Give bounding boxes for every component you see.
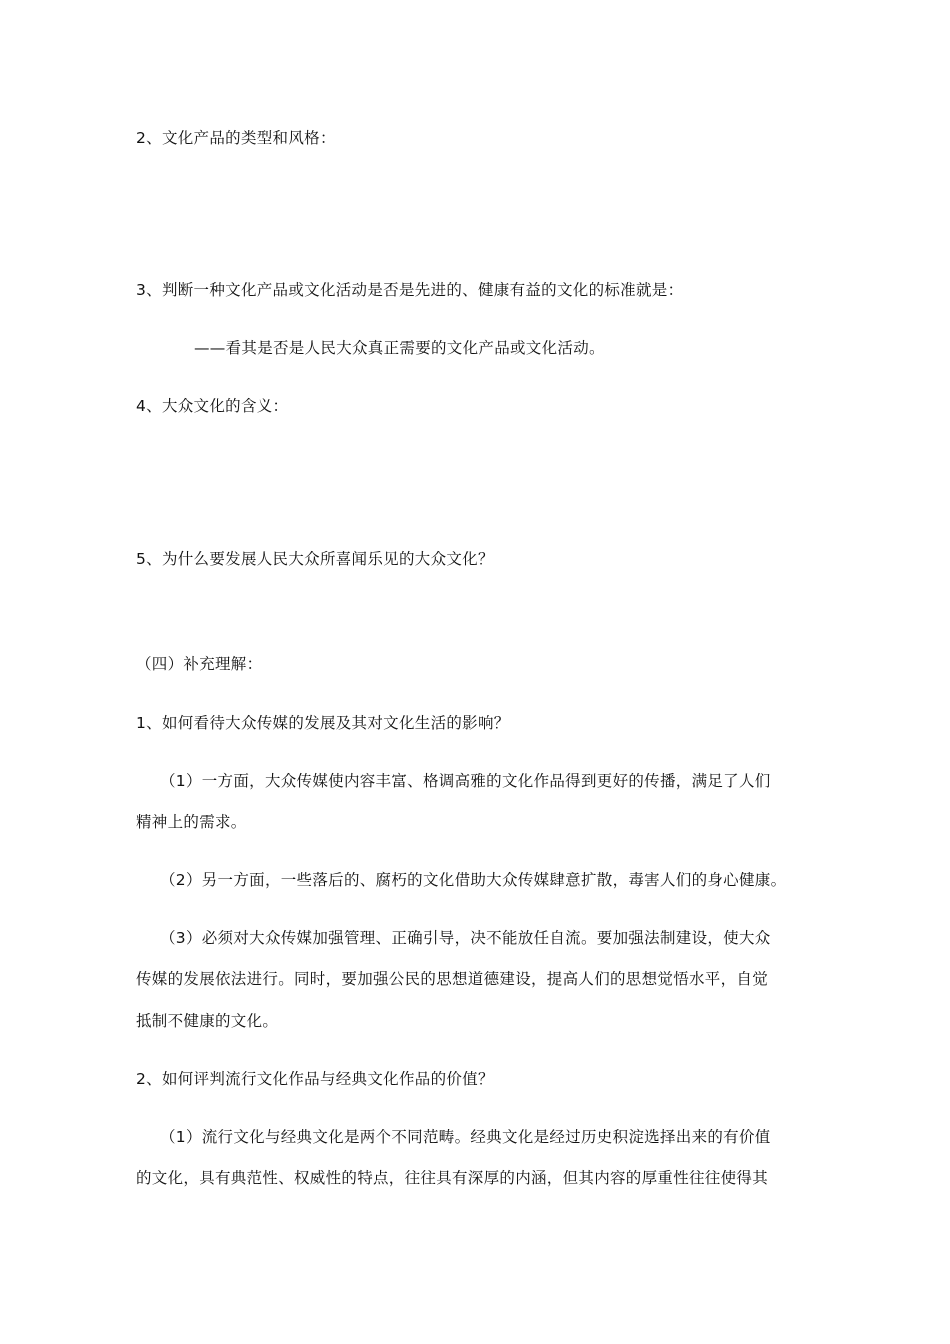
supplement-2-point-1-line-1: （1）流行文化与经典文化是两个不同范畴。经典文化是经过历史积淀选择出来的有价值: [160, 1128, 771, 1146]
supplement-2-point-1-line-2: 的文化，具有典范性、权威性的特点，往往具有深厚的内涵，但其内容的厚重性往往使得其: [136, 1169, 769, 1187]
supplement-1-point-1-line-2: 精神上的需求。: [136, 813, 247, 831]
supplement-1-point-3-line-3: 抵制不健康的文化。: [136, 1012, 279, 1030]
supplement-1-heading: 1、如何看待大众传媒的发展及其对文化生活的影响？: [136, 714, 510, 732]
supplement-1-point-2-line-1: （2）另一方面，一些落后的、腐朽的文化借助大众传媒肆意扩散，毒害人们的身心健康。: [160, 871, 787, 889]
question-2-heading: 2、文化产品的类型和风格：: [136, 129, 336, 147]
section-4-heading: （四）补充理解：: [136, 655, 263, 673]
question-3-answer: ——看其是否是人民大众真正需要的文化产品或文化活动。: [194, 339, 605, 357]
supplement-1-point-3-line-1: （3）必须对大众传媒加强管理、正确引导，决不能放任自流。要加强法制建设，使大众: [160, 929, 771, 947]
supplement-2-heading: 2、如何评判流行文化作品与经典文化作品的价值？: [136, 1070, 494, 1088]
question-3-heading: 3、判断一种文化产品或文化活动是否是先进的、健康有益的文化的标准就是：: [136, 281, 684, 299]
supplement-1-point-3-line-2: 传媒的发展依法进行。同时，要加强公民的思想道德建设，提高人们的思想觉悟水平，自觉: [136, 970, 769, 988]
question-4-heading: 4、大众文化的含义：: [136, 397, 289, 415]
supplement-1-point-1-line-1: （1）一方面，大众传媒使内容丰富、格调高雅的文化作品得到更好的传播，满足了人们: [160, 772, 771, 790]
question-5-heading: 5、为什么要发展人民大众所喜闻乐见的大众文化？: [136, 550, 494, 568]
